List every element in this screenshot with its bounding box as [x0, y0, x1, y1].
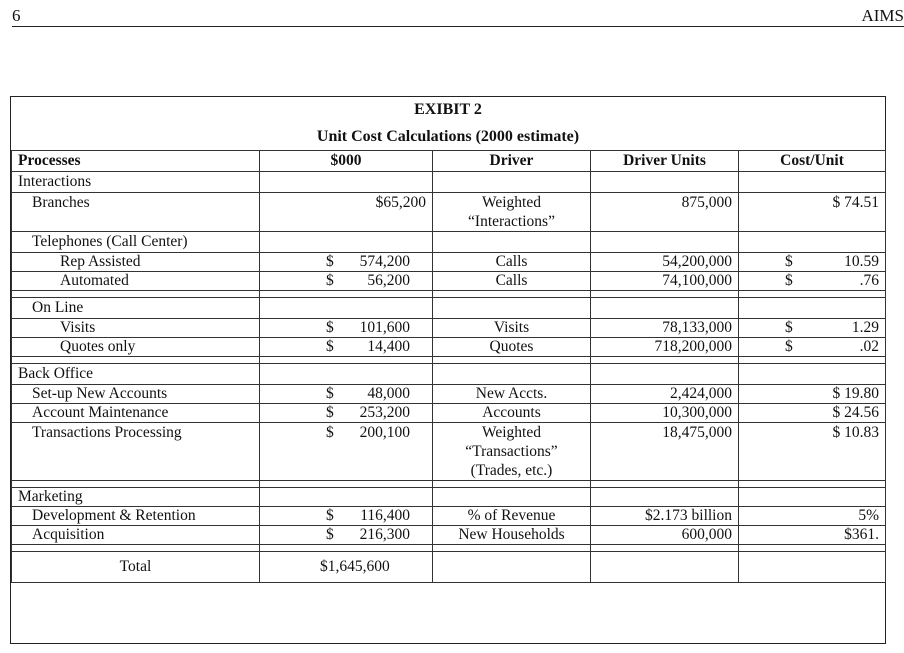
currency-symbol: $: [326, 253, 334, 270]
currency-symbol: $: [326, 424, 334, 441]
driver-value: [433, 423, 591, 481]
process-label: Acquisition: [12, 526, 260, 545]
total-cost: $1,645,600: [260, 552, 433, 583]
spacer-row: [12, 291, 886, 298]
amount: .76: [859, 272, 879, 289]
driver-value: Calls: [433, 272, 591, 291]
amount: .02: [859, 338, 879, 355]
units-value: 875,000: [591, 193, 739, 232]
currency-symbol: $: [326, 338, 334, 355]
amount: 56,200: [367, 272, 410, 289]
currency-symbol: $: [785, 319, 793, 336]
col-header-driver-units: Driver Units: [591, 151, 739, 172]
driver-line-3: (Trades, etc.): [470, 462, 553, 479]
spacer-row: [12, 357, 886, 364]
table-row-rep-assisted: [12, 253, 886, 272]
process-label: Branches: [12, 193, 260, 232]
units-value: 718,200,000: [591, 338, 739, 357]
currency-symbol: $: [326, 272, 334, 289]
table-row-account-maintenance: [12, 404, 886, 423]
section-row-back-office: [12, 364, 886, 385]
spacer-row: [12, 481, 886, 488]
units-value: 10,300,000: [591, 404, 739, 423]
cost-value: [260, 272, 433, 291]
process-label: Quotes only: [12, 338, 260, 357]
process-label: Account Maintenance: [12, 404, 260, 423]
cpu-value: $ 19.80: [739, 385, 886, 404]
driver-value: Calls: [433, 253, 591, 272]
cost-value: $65,200: [260, 193, 433, 232]
driver-line-2: “Interactions”: [468, 213, 555, 230]
amount: 253,200: [359, 404, 410, 421]
col-header-driver: Driver: [433, 151, 591, 172]
cpu-value: $ 24.56: [739, 404, 886, 423]
amount: 216,300: [359, 526, 410, 543]
currency-symbol: $: [326, 526, 334, 543]
cost-value: [260, 404, 433, 423]
page-number: 6: [12, 6, 21, 25]
currency-symbol: $: [326, 507, 334, 524]
driver-line-1: Weighted: [481, 424, 541, 441]
cpu-value: [739, 272, 886, 291]
section-label: Back Office: [12, 364, 260, 385]
table-row-acquisition: [12, 526, 886, 545]
currency-symbol: $: [785, 272, 793, 289]
units-value: $2.173 billion: [591, 507, 739, 526]
col-header-cost: $000: [260, 151, 433, 172]
driver-value: Accounts: [433, 404, 591, 423]
cost-value: [260, 385, 433, 404]
units-value: 74,100,000: [591, 272, 739, 291]
driver-value: New Accts.: [433, 385, 591, 404]
table-row-setup-accounts: [12, 385, 886, 404]
amount: 101,600: [359, 319, 410, 336]
amount: 14,400: [367, 338, 410, 355]
process-label: Development & Retention: [12, 507, 260, 526]
amount: 1.29: [851, 319, 879, 336]
units-value: 18,475,000: [591, 423, 739, 481]
running-head: AIMS: [861, 6, 904, 25]
page-header: [12, 6, 904, 27]
cost-value: [260, 319, 433, 338]
total-label: Total: [12, 552, 260, 583]
driver-line-2: “Transactions”: [465, 443, 558, 460]
cost-value: [260, 253, 433, 272]
cpu-value: $ 74.51: [739, 193, 886, 232]
table-row-development: [12, 507, 886, 526]
cpu-value: [739, 253, 886, 272]
col-header-cost-per-unit: Cost/Unit: [739, 151, 886, 172]
amount: 200,100: [359, 424, 410, 441]
table-row-quotes: [12, 338, 886, 357]
table-row-visits: [12, 319, 886, 338]
section-label: Marketing: [12, 488, 260, 507]
currency-symbol: $: [326, 319, 334, 336]
driver-value: [433, 193, 591, 232]
unit-cost-table: [11, 150, 886, 583]
amount: 10.59: [844, 253, 879, 270]
units-value: 2,424,000: [591, 385, 739, 404]
amount: 116,400: [360, 507, 410, 524]
driver-value: % of Revenue: [433, 507, 591, 526]
section-row-telephones: [12, 232, 886, 253]
units-value: 78,133,000: [591, 319, 739, 338]
currency-symbol: $: [785, 338, 793, 355]
exhibit-subtitle: Unit Cost Calculations (2000 estimate): [316, 128, 580, 145]
table-row-branches: [12, 193, 886, 232]
section-label: Telephones (Call Center): [12, 232, 260, 253]
col-header-processes: Processes: [12, 151, 260, 172]
driver-value: New Households: [433, 526, 591, 545]
driver-value: Quotes: [433, 338, 591, 357]
section-row-interactions: [12, 172, 886, 193]
currency-symbol: $: [326, 404, 334, 421]
process-label: Transactions Processing: [12, 423, 260, 481]
table-row-transactions: [12, 423, 886, 481]
process-label: Rep Assisted: [12, 253, 260, 272]
cpu-value: [739, 319, 886, 338]
exhibit-table-box: [10, 96, 886, 644]
cost-value: [260, 526, 433, 545]
section-label: Interactions: [12, 172, 260, 193]
cost-value: [260, 507, 433, 526]
currency-symbol: $: [785, 253, 793, 270]
exhibit-title: EXIBIT 2: [414, 101, 482, 118]
driver-value: Visits: [433, 319, 591, 338]
cpu-value: $361.: [739, 526, 886, 545]
currency-symbol: $: [326, 385, 334, 402]
units-value: 600,000: [591, 526, 739, 545]
process-label: Automated: [12, 272, 260, 291]
section-label: On Line: [12, 298, 260, 319]
process-label: Set-up New Accounts: [12, 385, 260, 404]
cpu-value: [739, 338, 886, 357]
cpu-value: $ 10.83: [739, 423, 886, 481]
spacer-row: [12, 545, 886, 552]
section-row-marketing: [12, 488, 886, 507]
cost-value: [260, 338, 433, 357]
driver-line-1: Weighted: [481, 194, 541, 211]
table-header-row: [12, 151, 886, 172]
cost-value: [260, 423, 433, 481]
cpu-value: 5%: [739, 507, 886, 526]
units-value: 54,200,000: [591, 253, 739, 272]
table-row-automated: [12, 272, 886, 291]
process-label: Visits: [12, 319, 260, 338]
amount: 574,200: [359, 253, 410, 270]
section-row-online: [12, 298, 886, 319]
amount: 48,000: [367, 385, 410, 402]
table-row-total: [12, 552, 886, 583]
